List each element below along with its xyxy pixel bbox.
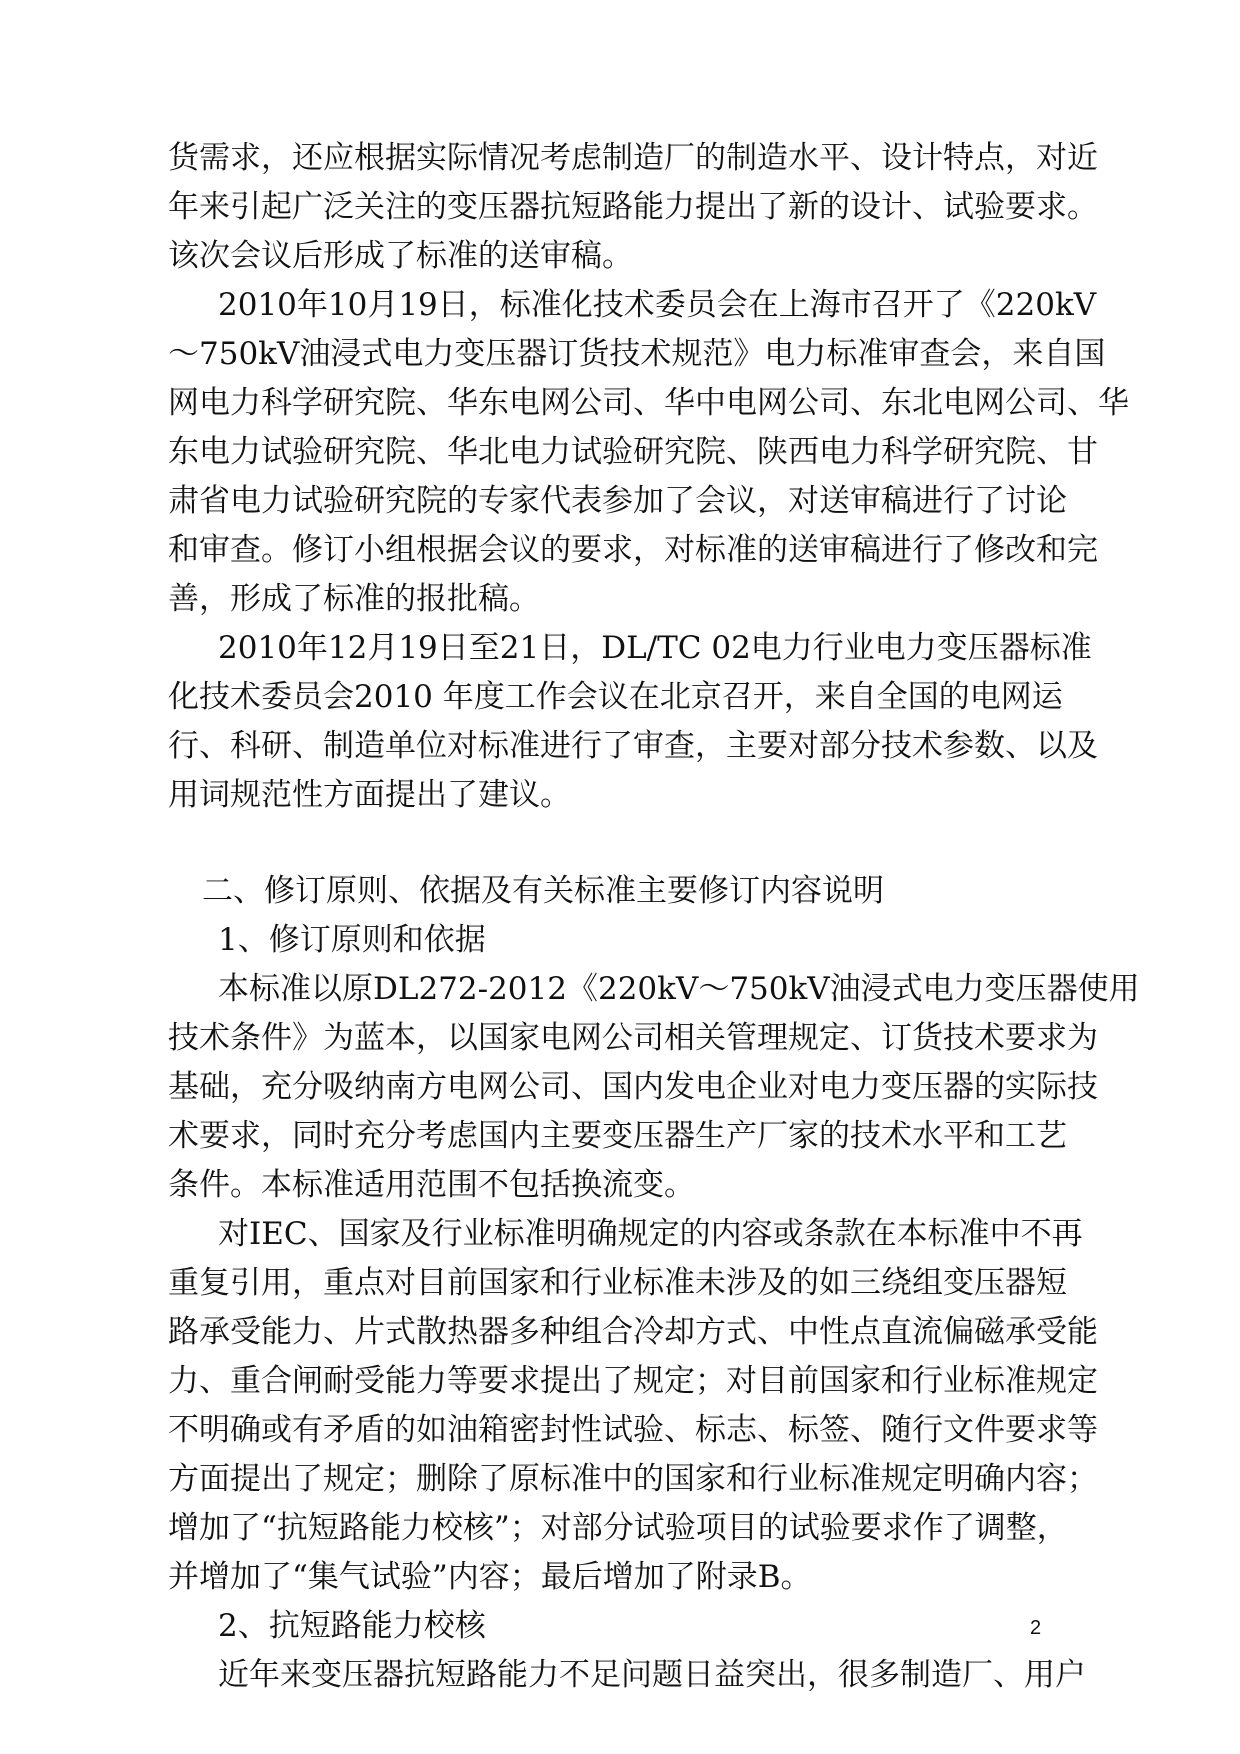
page-number: 2 bbox=[1030, 1617, 1042, 1639]
paragraph-line: 力、重合闸耐受能力等要求提出了规定；对目前国家和行业标准规定 bbox=[168, 1363, 1098, 1399]
paragraph-line: 年来引起广泛关注的变压器抗短路能力提出了新的设计、试验要求。 bbox=[168, 189, 1098, 225]
subsection-heading: 2、抗短路能力校核 bbox=[218, 1608, 486, 1644]
paragraph-line: 货需求，还应根据实际情况考虑制造厂的制造水平、设计特点，对近 bbox=[168, 140, 1098, 176]
paragraph-line: 术要求，同时充分考虑国内主要变压器生产厂家的技术水平和工艺 bbox=[168, 1118, 1067, 1154]
subsection-heading: 1、修订原则和依据 bbox=[218, 922, 486, 958]
paragraph-line: 重复引用，重点对目前国家和行业标准未涉及的如三绕组变压器短 bbox=[168, 1265, 1067, 1301]
paragraph-line: 近年来变压器抗短路能力不足问题日益突出，很多制造厂、用户 bbox=[218, 1657, 1086, 1693]
paragraph-line: 用词规范性方面提出了建议。 bbox=[168, 777, 571, 813]
paragraph-line: 本标准以原DL272-2012《220kV～750kV油浸式电力变压器使用 bbox=[218, 971, 1140, 1007]
paragraph-line: 2010年10月19日，标准化技术委员会在上海市召开了《220kV bbox=[218, 287, 1097, 323]
paragraph-line: 对IEC、国家及行业标准明确规定的内容或条款在本标准中不再 bbox=[218, 1216, 1083, 1252]
paragraph-line: 和审查。修订小组根据会议的要求，对标准的送审稿进行了修改和完 bbox=[168, 532, 1098, 568]
paragraph-line: 基础，充分吸纳南方电网公司、国内发电企业对电力变压器的实际技 bbox=[168, 1069, 1098, 1105]
paragraph-line: 肃省电力试验研究院的专家代表参加了会议，对送审稿进行了讨论 bbox=[168, 483, 1067, 519]
paragraph-line: 网电力科学研究院、华东电网公司、华中电网公司、东北电网公司、华 bbox=[168, 385, 1129, 421]
paragraph-line: 条件。本标准适用范围不包括换流变。 bbox=[168, 1167, 695, 1203]
paragraph-line: 路承受能力、片式散热器多种组合冷却方式、中性点直流偏磁承受能 bbox=[168, 1314, 1098, 1350]
paragraph-line: 行、科研、制造单位对标准进行了审查，主要对部分技术参数、以及 bbox=[168, 728, 1098, 764]
paragraph-line: 不明确或有矛盾的如油箱密封性试验、标志、标签、随行文件要求等 bbox=[168, 1412, 1098, 1448]
paragraph-line: 东电力试验研究院、华北电力试验研究院、陕西电力科学研究院、甘 bbox=[168, 434, 1098, 470]
paragraph-line: 技术条件》为蓝本，以国家电网公司相关管理规定、订货技术要求为 bbox=[168, 1020, 1098, 1056]
paragraph-line: 善，形成了标准的报批稿。 bbox=[168, 581, 540, 617]
paragraph-line: 化技术委员会2010 年度工作会议在北京召开，来自全国的电网运 bbox=[168, 679, 1063, 715]
paragraph-line: ～750kV油浸式电力变压器订货技术规范》电力标准审查会，来自国 bbox=[168, 336, 1106, 372]
section-heading: 二、修订原则、依据及有关标准主要修订内容说明 bbox=[202, 873, 884, 909]
paragraph-line: 并增加了“集气试验”内容；最后增加了附录B。 bbox=[168, 1559, 812, 1595]
paragraph-line: 2010年12月19日至21日，DL/TC 02电力行业电力变压器标准 bbox=[218, 630, 1092, 666]
paragraph-line: 增加了“抗短路能力校核”；对部分试验项目的试验要求作了调整， bbox=[168, 1510, 1068, 1546]
paragraph-line: 方面提出了规定；删除了原标准中的国家和行业标准规定明确内容； bbox=[168, 1461, 1098, 1497]
paragraph-line: 该次会议后形成了标准的送审稿。 bbox=[168, 238, 633, 274]
